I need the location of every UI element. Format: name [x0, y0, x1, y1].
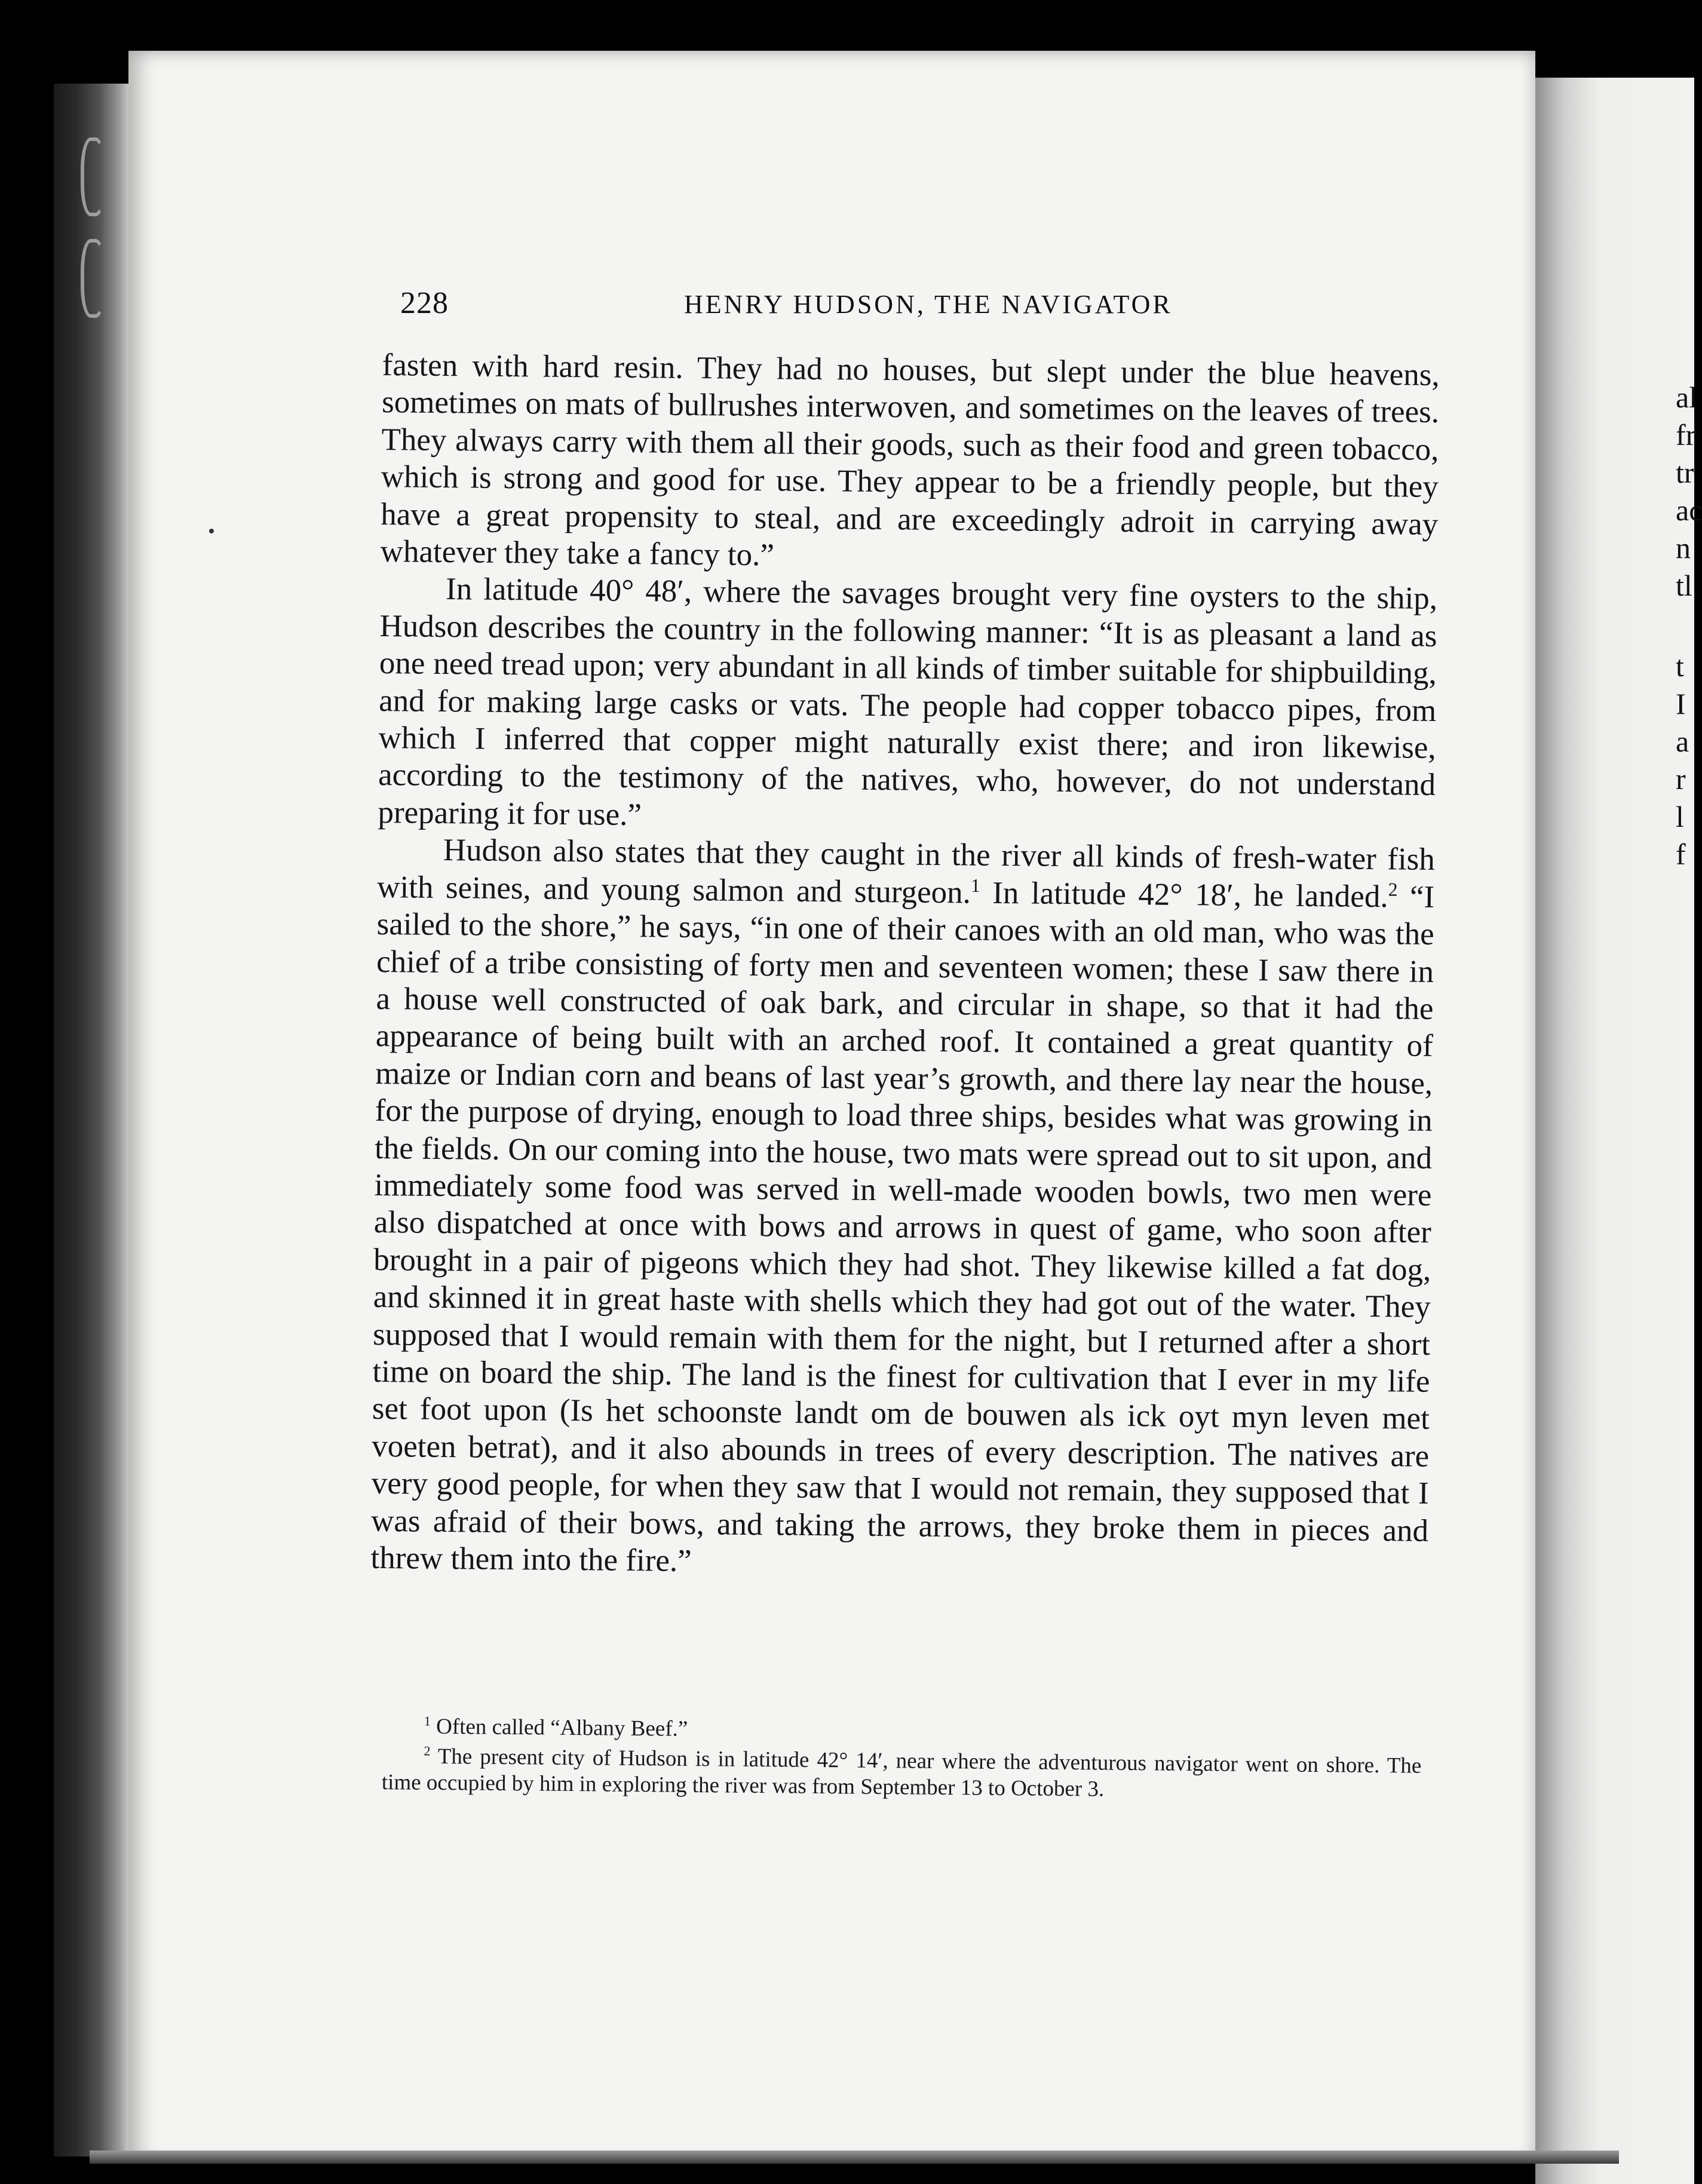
footnote-reference: 2	[1388, 879, 1398, 900]
facing-page-fragment: tr	[1676, 456, 1694, 489]
binding-mark	[81, 137, 106, 216]
footnote	[382, 1743, 1422, 1806]
footnotes	[382, 1713, 1422, 1806]
paragraph-text: In latitude 42° 18′, he landed.	[980, 875, 1388, 914]
paragraph: fasten with hard resin. They had no houses, but slept under the blue heavens, sometimes on mats of bullrushes interwoven, and sometimes on the leaves of trees. They always carry with them all their goods, such as their food and green tobacco, which is strong and good for use. They appear to be a friendly people, but they have a great propensity to steal, and are exceedingly adroit in carrying away whatever they take a fancy to.”	[380, 347, 1440, 573]
facing-page-fragment: n	[1676, 531, 1691, 565]
facing-page-fragment: l	[1676, 800, 1684, 833]
running-head: HENRY HUDSON, THE NAVIGATOR	[684, 290, 1173, 319]
scan-speck	[209, 529, 214, 533]
facing-page-fragment: I	[1676, 687, 1686, 720]
facing-page-fragment: a	[1676, 725, 1689, 758]
facing-page-fragment: al	[1676, 381, 1698, 414]
paragraph-text: Hudson also states that they caught in the river all kinds of fresh-water fish with seines, and young salmon and sturgeon.	[377, 833, 1436, 910]
binding-mark	[81, 239, 106, 318]
facing-page-fragment: fr	[1676, 418, 1696, 452]
book-spine-edge	[54, 84, 131, 2157]
page-header	[400, 286, 1177, 327]
facing-page-fragment: r	[1676, 762, 1686, 796]
facing-page-fragment: ac	[1676, 493, 1702, 527]
footnote-text: Often called “Albany Beef.”	[430, 1714, 688, 1741]
footnote-text: The present city of Hudson is in latitude 42° 14′, near where the adventurous navigator went on shore. The time occupied by him in exploring the river was from September 13 to October 3.	[381, 1744, 1422, 1802]
footnote-marker: 2	[424, 1743, 431, 1759]
paragraph: In latitude 40° 48′, where the savages brought very fine oysters to the ship, Hudson describes the country in the following manner: “It is as pleasant a land as one need tread upon; very abundant in all kinds of timber suitable for shipbuilding, and for making large casks or vats. The people had copper tobacco pipes, from which I inferred that copper might naturally exist there; and iron likewise, according to the testimony of the natives, who, however, do not understand preparing it for use.”	[378, 572, 1438, 833]
paragraph	[370, 831, 1435, 1587]
body-text	[370, 346, 1440, 1587]
facing-page-fragment: t	[1676, 649, 1684, 683]
footnote-marker: 1	[424, 1713, 431, 1729]
paragraph-text: “I sailed to the shore,” he says, “in one of their canoes with an old man, who was the chief of a tribe consisting of forty men and seventeen women; these I saw there in a house well constructed of oak bark, and circular in shape, so that it had the appearance of being built with an arched roof. It contained a great quantity of maize or Indian corn and beans of last year’s growth, and there lay near the house, for the purpose of drying, enough to load three ships, besides what was growing in the fields. On our coming into the house, two mats were spread out to sit upon, and immediately some food was served in well-made wooden bowls, two men were also dispatched at once with bows and arrows in quest of game, who soon after brought in a pair of pigeons which they had shot. They likewise killed a fat dog, and skinned it in great haste with shells which they had got out of the water. They supposed that I would remain with them for the night, but I returned after a short time on board the ship. The land is the finest for cultivation that I ever in my life set foot upon (Is het schoonste landt om de bouwen als ick oyt myn leven met voeten betrat), and it also abounds in trees of every description. The natives are very good people, for when they saw that I would not remain, they supposed that I was afraid of their bows, and taking the arrows, they broke them in pieces and threw them into the fire.”	[370, 879, 1435, 1579]
footnote-reference: 1	[970, 875, 981, 896]
facing-page-fragment: f	[1676, 838, 1686, 871]
page-number: 228	[400, 286, 449, 320]
page-stack-edge	[90, 2151, 1619, 2164]
facing-page-fragment: tl	[1676, 569, 1692, 602]
facing-page-edge	[1535, 78, 1694, 2184]
